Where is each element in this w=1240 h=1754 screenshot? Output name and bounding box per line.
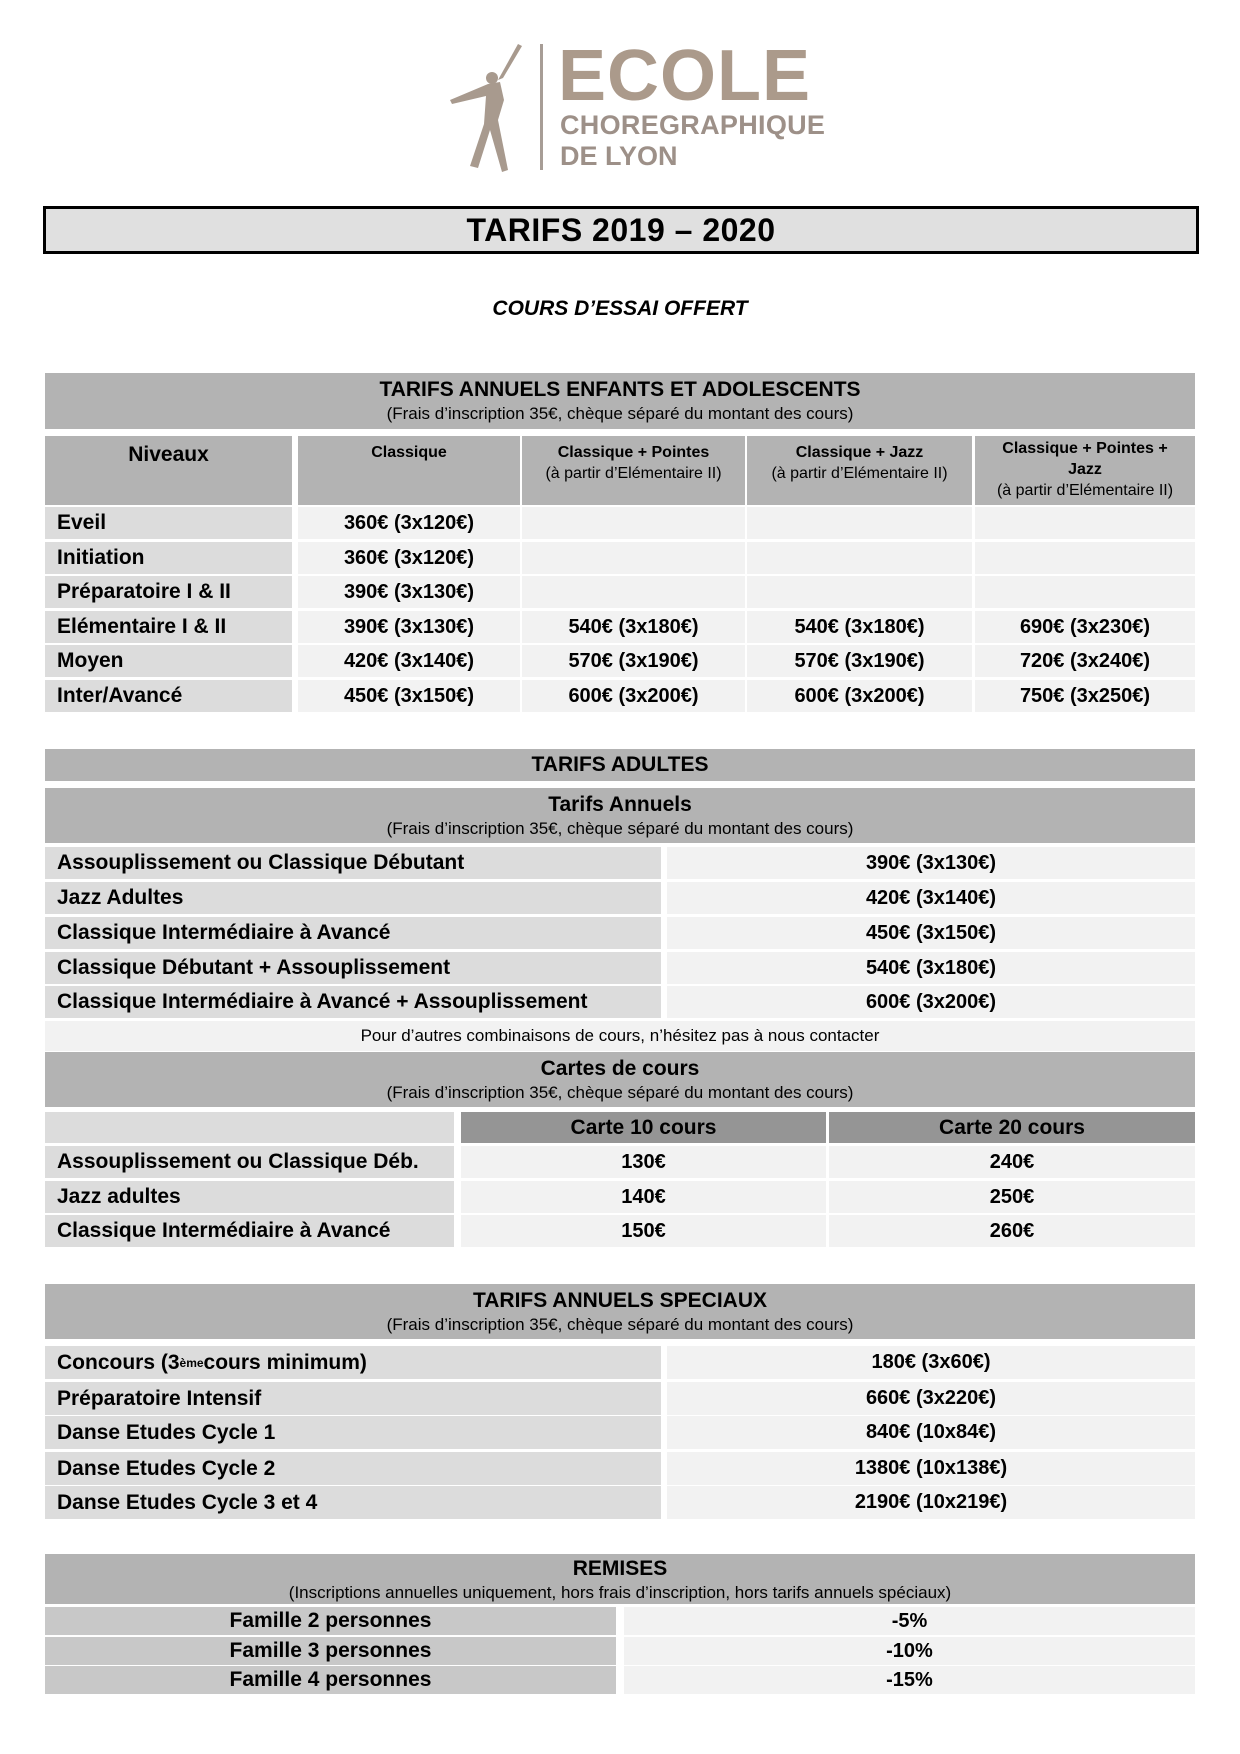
price-cell: 360€ (3x120€) — [298, 542, 520, 574]
course-label: Préparatoire Intensif — [45, 1382, 661, 1415]
section-title: TARIFS ANNUELS SPECIAUX — [472, 1289, 768, 1312]
column-header-carte-10: Carte 10 cours — [461, 1112, 826, 1143]
course-label: Danse Etudes Cycle 1 — [45, 1416, 661, 1449]
price-cell: 250€ — [829, 1181, 1195, 1213]
level-label: Inter/Avancé — [45, 680, 292, 712]
course-label: Jazz adultes — [45, 1181, 454, 1213]
section-title: REMISES — [572, 1557, 668, 1580]
section-note: (Inscriptions annuelles uniquement, hors frais d’inscription, hors tarifs annuels spéciaux) — [288, 1583, 952, 1602]
level-label: Moyen — [45, 645, 292, 677]
price-cell: 840€ (10x84€) — [667, 1416, 1195, 1449]
course-label: Danse Etudes Cycle 3 et 4 — [45, 1486, 661, 1519]
section-header-adultes — [45, 749, 1195, 781]
price-cell: 600€ (3x200€) — [667, 986, 1195, 1018]
course-label: Assouplissement ou Classique Déb. — [45, 1146, 454, 1178]
price-cell: 540€ (3x180€) — [522, 611, 745, 643]
level-label: Initiation — [45, 542, 292, 574]
section-header-speciaux — [45, 1284, 1195, 1339]
page-title: TARIFS 2019 – 2020 — [43, 206, 1199, 254]
discount-value: -15% — [624, 1666, 1195, 1694]
school-logo — [448, 36, 828, 175]
course-label: Assouplissement ou Classique Débutant — [45, 847, 661, 879]
section-header-enfants — [45, 373, 1195, 429]
subsection-header-tarifs-annuels — [45, 788, 1195, 843]
discount-value: -10% — [624, 1637, 1195, 1665]
price-cell: 390€ (3x130€) — [298, 611, 520, 643]
price-cell: 750€ (3x250€) — [975, 680, 1195, 712]
price-cell: 660€ (3x220€) — [667, 1382, 1195, 1415]
course-label: Classique Intermédiaire à Avancé — [45, 1215, 454, 1247]
price-cell: 690€ (3x230€) — [975, 611, 1195, 643]
price-cell: 2190€ (10x219€) — [667, 1486, 1195, 1519]
logo-divider — [540, 44, 543, 170]
level-label: Elémentaire I & II — [45, 611, 292, 643]
subsection-title: Tarifs Annuels — [548, 793, 692, 816]
level-label: Eveil — [45, 507, 292, 539]
cartes-corner-cell — [45, 1112, 454, 1143]
price-cell: 570€ (3x190€) — [522, 645, 745, 677]
subsection-header-cartes — [45, 1052, 1195, 1107]
section-header-remises — [45, 1554, 1195, 1604]
course-label: Classique Intermédiaire à Avancé — [45, 917, 661, 949]
discount-label: Famille 4 personnes — [45, 1666, 616, 1694]
course-label: Jazz Adultes — [45, 882, 661, 914]
discount-label: Famille 2 personnes — [45, 1607, 616, 1635]
price-cell: 180€ (3x60€) — [667, 1346, 1195, 1379]
column-header-classique-pointes: Classique + Pointes (à partir d’Elémentaire II) — [522, 436, 745, 505]
price-cell — [975, 542, 1195, 574]
price-cell: 150€ — [461, 1215, 826, 1247]
price-cell: 390€ (3x130€) — [667, 847, 1195, 879]
column-header-niveaux: Niveaux — [45, 436, 292, 505]
price-cell: 140€ — [461, 1181, 826, 1213]
course-label: Danse Etudes Cycle 2 — [45, 1452, 661, 1485]
course-label: Concours (3 ème cours minimum) — [45, 1346, 661, 1379]
price-cell — [975, 507, 1195, 539]
price-cell — [522, 576, 745, 608]
price-cell — [522, 542, 745, 574]
price-cell — [747, 542, 972, 574]
price-cell: 450€ (3x150€) — [298, 680, 520, 712]
logo-line-3: DE LYON — [560, 141, 678, 171]
section-note: (Frais d’inscription 35€, chèque séparé du montant des cours) — [386, 404, 854, 423]
section-title: TARIFS ADULTES — [531, 753, 709, 776]
discount-value: -5% — [624, 1607, 1195, 1635]
price-cell: 420€ (3x140€) — [667, 882, 1195, 914]
discount-label: Famille 3 personnes — [45, 1637, 616, 1665]
logo-line-2: CHOREGRAPHIQUE — [560, 110, 826, 140]
column-header-classique-pointes-jazz: Classique + Pointes + Jazz (à partir d’Elémentaire II) — [975, 436, 1195, 505]
trial-offer-subtitle: COURS D’ESSAI OFFERT — [492, 297, 748, 320]
price-cell: 720€ (3x240€) — [975, 645, 1195, 677]
price-cell: 360€ (3x120€) — [298, 507, 520, 539]
subsection-note: (Frais d’inscription 35€, chèque séparé du montant des cours) — [386, 1083, 854, 1102]
section-title: TARIFS ANNUELS ENFANTS ET ADOLESCENTS — [379, 378, 861, 401]
column-header-classique: Classique — [298, 436, 520, 505]
price-cell: 130€ — [461, 1146, 826, 1178]
column-header-carte-20: Carte 20 cours — [829, 1112, 1195, 1143]
price-cell — [747, 576, 972, 608]
price-cell — [747, 507, 972, 539]
course-label: Classique Débutant + Assouplissement — [45, 952, 661, 984]
price-cell: 540€ (3x180€) — [747, 611, 972, 643]
subsection-title: Cartes de cours — [540, 1057, 700, 1080]
dancer-silhouette-icon — [448, 40, 533, 175]
price-cell: 600€ (3x200€) — [747, 680, 972, 712]
logo-line-1: ECOLE — [558, 36, 812, 116]
price-cell: 240€ — [829, 1146, 1195, 1178]
column-header-classique-jazz: Classique + Jazz (à partir d’Elémentaire II) — [747, 436, 972, 505]
price-cell — [975, 576, 1195, 608]
subsection-note: (Frais d’inscription 35€, chèque séparé du montant des cours) — [386, 819, 854, 838]
price-cell: 450€ (3x150€) — [667, 917, 1195, 949]
price-cell: 420€ (3x140€) — [298, 645, 520, 677]
price-cell: 1380€ (10x138€) — [667, 1452, 1195, 1485]
price-cell: 260€ — [829, 1215, 1195, 1247]
section-note: (Frais d’inscription 35€, chèque séparé du montant des cours) — [386, 1315, 854, 1334]
price-cell: 390€ (3x130€) — [298, 576, 520, 608]
combinations-note: Pour d’autres combinaisons de cours, n’hésitez pas à nous contacter — [45, 1021, 1195, 1051]
price-cell: 600€ (3x200€) — [522, 680, 745, 712]
price-cell: 570€ (3x190€) — [747, 645, 972, 677]
level-label: Préparatoire I & II — [45, 576, 292, 608]
price-cell — [522, 507, 745, 539]
course-label: Classique Intermédiaire à Avancé + Assouplissement — [45, 986, 661, 1018]
price-cell: 540€ (3x180€) — [667, 952, 1195, 984]
